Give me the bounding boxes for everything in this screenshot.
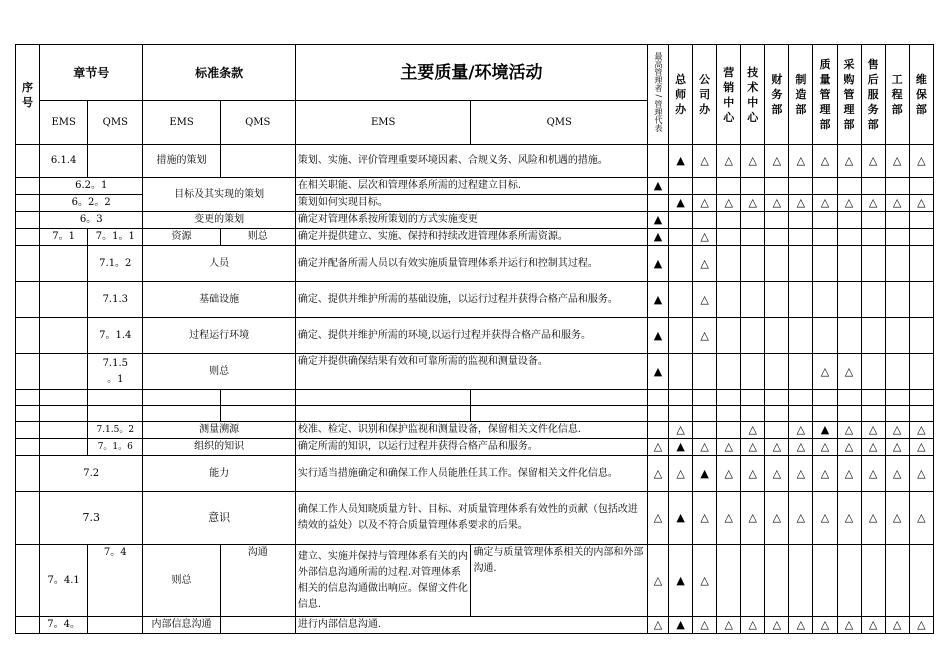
matrix-cell: △: [909, 456, 933, 492]
matrix-cell: [789, 354, 813, 390]
table-row: [16, 318, 934, 354]
matrix-cell: △: [789, 422, 813, 439]
ems-clause-no: 7。4.1: [40, 545, 88, 617]
matrix-cell: △: [669, 422, 693, 439]
activity-text: 策划如何实现目标。: [295, 195, 647, 212]
chapter-no: 6.2。1: [40, 178, 143, 195]
matrix-cell: [885, 212, 909, 229]
matrix-cell: [885, 246, 909, 282]
matrix-cell: △: [717, 439, 741, 456]
matrix-cell: △: [693, 545, 717, 617]
matrix-cell: [837, 178, 861, 195]
matrix-cell: [861, 229, 885, 246]
matrix-cell: △: [648, 617, 669, 634]
clause-name: 能力: [143, 456, 295, 492]
matrix-cell: [837, 212, 861, 229]
matrix-cell: [885, 178, 909, 195]
matrix-cell: △: [765, 195, 789, 212]
dept-header: 质 量 管 理 部: [813, 45, 837, 145]
chapter-no: 6。2。2: [40, 195, 143, 212]
matrix-cell: [693, 212, 717, 229]
matrix-cell: [741, 282, 765, 318]
clause-name: 意识: [143, 492, 295, 545]
matrix-cell: △: [741, 145, 765, 178]
matrix-cell: [669, 318, 693, 354]
dept-header: 售 后 服 务 部: [861, 45, 885, 145]
activity-text: 确定、提供并维护所需的环境,以运行过程并获得合格产品和服务。: [295, 318, 647, 354]
matrix-cell: [669, 354, 693, 390]
qms-clause-no: 7.1.5。2: [88, 422, 143, 439]
table-row: [16, 229, 934, 246]
ems-clause-name: 则总: [143, 545, 220, 617]
matrix-cell: △: [789, 617, 813, 634]
matrix-cell: △: [789, 492, 813, 545]
matrix-cell: ▲: [648, 282, 669, 318]
matrix-cell: △: [837, 195, 861, 212]
matrix-cell: ▲: [669, 545, 693, 617]
clause-ems-header: EMS: [143, 101, 220, 145]
matrix-cell: [813, 212, 837, 229]
matrix-cell: [741, 229, 765, 246]
chapter-no: 7.3: [40, 492, 143, 545]
matrix-cell: △: [861, 617, 885, 634]
matrix-cell: [648, 422, 669, 439]
table-row: [16, 456, 934, 492]
clause-name: 测量溯源: [143, 422, 295, 439]
table-row: [16, 178, 934, 195]
clause-name: 则总: [143, 354, 295, 390]
matrix-cell: [669, 229, 693, 246]
matrix-cell: [861, 318, 885, 354]
matrix-cell: [765, 212, 789, 229]
matrix-cell: [813, 246, 837, 282]
qms-activity-text: 确定与质量管理体系相关的内部和外部沟通.: [471, 545, 648, 617]
matrix-cell: [717, 246, 741, 282]
dept-header: 总 师 办: [669, 45, 693, 145]
clause-name: 基础设施: [143, 282, 295, 318]
seq-header: 序 号: [16, 45, 40, 145]
dept-header: 技 术 中 心: [741, 45, 765, 145]
matrix-cell: △: [837, 354, 861, 390]
activity-qms-header: QMS: [471, 101, 648, 145]
table-row: [16, 545, 934, 617]
matrix-cell: △: [837, 439, 861, 456]
matrix-cell: △: [789, 195, 813, 212]
ems-clause-no: 6.1.4: [40, 145, 88, 178]
activity-text: 策划、实施、评价管理重要环境因素、合规义务、风险和机遇的措施。: [295, 145, 647, 178]
table-row: [16, 246, 934, 282]
empty-row: [16, 390, 934, 406]
activity-text: 校准、检定、识别和保护监视和测量设备，保留相关文件化信息.: [295, 422, 647, 439]
matrix-cell: △: [693, 439, 717, 456]
matrix-cell: [837, 282, 861, 318]
matrix-cell: [789, 282, 813, 318]
matrix-cell: ▲: [669, 617, 693, 634]
matrix-cell: △: [909, 195, 933, 212]
matrix-cell: [885, 545, 909, 617]
responsibility-matrix-sheet: [15, 44, 934, 634]
matrix-cell: △: [648, 492, 669, 545]
matrix-cell: [717, 178, 741, 195]
matrix-cell: [909, 318, 933, 354]
matrix-cell: △: [861, 422, 885, 439]
matrix-cell: [861, 282, 885, 318]
table-row: [16, 145, 934, 178]
matrix-cell: [717, 229, 741, 246]
matrix-cell: [717, 318, 741, 354]
matrix-cell: ▲: [648, 212, 669, 229]
matrix-cell: [789, 545, 813, 617]
matrix-cell: [789, 212, 813, 229]
matrix-cell: [885, 282, 909, 318]
matrix-cell: [789, 229, 813, 246]
matrix-cell: [789, 246, 813, 282]
matrix-cell: [909, 282, 933, 318]
top-management-header: 最高管理者 / 管理代表: [648, 45, 669, 145]
matrix-cell: ▲: [648, 229, 669, 246]
clause-name: 目标及其实现的策划: [143, 178, 295, 212]
matrix-cell: △: [813, 439, 837, 456]
dept-header: 维 保 部: [909, 45, 933, 145]
activity-text: 实行适当措施确定和确保工作人员能胜任其工作。保留相关文件化信息。: [295, 456, 647, 492]
activity-text: 在相关职能、层次和管理体系所需的过程建立目标.: [295, 178, 647, 195]
matrix-cell: ▲: [648, 178, 669, 195]
matrix-cell: △: [717, 617, 741, 634]
matrix-cell: △: [648, 456, 669, 492]
activity-text: 确定并配备所需人员以有效实施质量管理体系并运行和控制其过程。: [295, 246, 647, 282]
matrix-cell: [861, 178, 885, 195]
matrix-cell: ▲: [669, 492, 693, 545]
matrix-cell: [813, 178, 837, 195]
matrix-cell: △: [789, 456, 813, 492]
matrix-cell: △: [861, 456, 885, 492]
matrix-cell: [813, 229, 837, 246]
clause-name: 组织的知识: [143, 439, 295, 456]
matrix-cell: △: [693, 617, 717, 634]
matrix-cell: △: [813, 354, 837, 390]
qms-clause-no: 7。1。1: [88, 229, 143, 246]
matrix-cell: [669, 178, 693, 195]
table-row: [16, 439, 934, 456]
matrix-cell: [717, 545, 741, 617]
chapter-no: 6。3: [40, 212, 143, 229]
qms-clause-no: 7.1。2: [88, 246, 143, 282]
ems-activity-text: 建立、实施并保持与管理体系有关的内外部信息沟通所需的过程.对管理体系相关的信息沟通做出响应。保留文件化信息.: [295, 545, 471, 617]
matrix-cell: [861, 354, 885, 390]
matrix-cell: ▲: [693, 456, 717, 492]
matrix-cell: [765, 422, 789, 439]
matrix-cell: △: [741, 617, 765, 634]
matrix-cell: [789, 178, 813, 195]
matrix-cell: [813, 545, 837, 617]
matrix-cell: [765, 229, 789, 246]
ems-clause-no: 7。4。: [40, 617, 88, 634]
activity-text: 确保工作人员知晓质量方针、目标、对质量管理体系有效性的贡献（包括改进绩效的益处）以及不符合质量管理体系要求的后果。: [295, 492, 647, 545]
matrix-cell: [813, 318, 837, 354]
matrix-cell: [741, 178, 765, 195]
matrix-cell: [885, 229, 909, 246]
table-row: [16, 617, 934, 634]
matrix-cell: [909, 178, 933, 195]
matrix-cell: △: [741, 492, 765, 545]
matrix-cell: [765, 246, 789, 282]
matrix-cell: △: [909, 145, 933, 178]
matrix-cell: △: [693, 318, 717, 354]
activity-text: 确定并提供建立、实施、保持和持续改进管理体系所需资源。: [295, 229, 647, 246]
clause-name: 过程运行环境: [143, 318, 295, 354]
table-row: [16, 422, 934, 439]
dept-header: 公 司 办: [693, 45, 717, 145]
matrix-cell: △: [837, 422, 861, 439]
matrix-cell: △: [909, 439, 933, 456]
dept-header: 财 务 部: [765, 45, 789, 145]
matrix-cell: ▲: [648, 318, 669, 354]
ems-clause-name: 内部信息沟通: [143, 617, 220, 634]
ems-clause-name: 措施的策划: [143, 145, 220, 178]
matrix-cell: △: [741, 195, 765, 212]
matrix-cell: △: [669, 456, 693, 492]
matrix-cell: [837, 318, 861, 354]
qms-clause-no: 7。1.4: [88, 318, 143, 354]
table-row: [16, 212, 934, 229]
matrix-cell: △: [717, 145, 741, 178]
matrix-cell: △: [861, 492, 885, 545]
matrix-cell: [837, 246, 861, 282]
matrix-cell: △: [909, 492, 933, 545]
qms-clause-name: 则总: [220, 229, 295, 246]
matrix-cell: [669, 212, 693, 229]
dept-header: 工 程 部: [885, 45, 909, 145]
matrix-cell: ▲: [669, 439, 693, 456]
matrix-cell: ▲: [669, 195, 693, 212]
matrix-cell: [717, 212, 741, 229]
matrix-cell: [648, 195, 669, 212]
chapter-qms-header: QMS: [88, 101, 143, 145]
matrix-cell: [765, 282, 789, 318]
activity-text: 确定、提供并维护所需的基础设施，以运行过程并获得合格产品和服务。: [295, 282, 647, 318]
matrix-cell: [741, 212, 765, 229]
matrix-cell: △: [885, 617, 909, 634]
matrix-cell: △: [765, 439, 789, 456]
ems-clause-name: 资源: [143, 229, 220, 246]
activity-text: 确定所需的知识，以运行过程并获得合格产品和服务。: [295, 439, 647, 456]
clause-name: 人员: [143, 246, 295, 282]
matrix-cell: △: [861, 439, 885, 456]
matrix-cell: △: [885, 195, 909, 212]
qms-clause-no: 7。1。6: [88, 439, 143, 456]
matrix-cell: △: [885, 145, 909, 178]
matrix-cell: [669, 282, 693, 318]
matrix-cell: [741, 545, 765, 617]
matrix-cell: [669, 246, 693, 282]
matrix-cell: [909, 246, 933, 282]
table-row: [16, 492, 934, 545]
matrix-cell: △: [693, 492, 717, 545]
matrix-cell: △: [789, 439, 813, 456]
matrix-cell: ▲: [813, 422, 837, 439]
matrix-cell: [741, 354, 765, 390]
matrix-cell: [909, 354, 933, 390]
qms-clause-no: 7.1.5 。1: [88, 354, 143, 390]
matrix-cell: [765, 178, 789, 195]
matrix-cell: [648, 145, 669, 178]
matrix-cell: △: [717, 456, 741, 492]
matrix-cell: △: [765, 456, 789, 492]
matrix-cell: △: [909, 422, 933, 439]
matrix-cell: △: [885, 492, 909, 545]
matrix-cell: [909, 545, 933, 617]
chapter-ems-header: EMS: [40, 101, 88, 145]
activity-header: 主要质量/环境活动: [295, 45, 647, 101]
matrix-cell: △: [741, 439, 765, 456]
matrix-cell: [765, 354, 789, 390]
matrix-cell: △: [837, 145, 861, 178]
matrix-cell: △: [909, 617, 933, 634]
matrix-cell: [909, 212, 933, 229]
matrix-cell: ▲: [648, 246, 669, 282]
activity-ems-header: EMS: [295, 101, 471, 145]
table-row: [16, 282, 934, 318]
matrix-cell: △: [693, 145, 717, 178]
matrix-cell: △: [885, 456, 909, 492]
matrix-cell: [885, 318, 909, 354]
matrix-cell: [693, 422, 717, 439]
clause-header: 标准条款: [143, 45, 295, 101]
activity-text: 进行内部信息沟通.: [295, 617, 647, 634]
chapter-no: 7.2: [40, 456, 143, 492]
matrix-cell: △: [741, 456, 765, 492]
matrix-cell: △: [837, 617, 861, 634]
dept-header: 制 造 部: [789, 45, 813, 145]
matrix-cell: △: [861, 145, 885, 178]
header-row-1: [16, 45, 934, 101]
matrix-cell: △: [693, 282, 717, 318]
matrix-cell: [765, 545, 789, 617]
matrix-cell: ▲: [648, 354, 669, 390]
matrix-cell: △: [813, 195, 837, 212]
table-row: [16, 354, 934, 390]
matrix-cell: △: [789, 145, 813, 178]
matrix-cell: △: [741, 422, 765, 439]
matrix-cell: ▲: [669, 145, 693, 178]
matrix-cell: △: [861, 195, 885, 212]
matrix-cell: △: [648, 439, 669, 456]
matrix-cell: [693, 178, 717, 195]
matrix-cell: △: [813, 456, 837, 492]
matrix-cell: [717, 422, 741, 439]
matrix-cell: [741, 318, 765, 354]
matrix-cell: [789, 318, 813, 354]
matrix-cell: [837, 229, 861, 246]
matrix-cell: [813, 282, 837, 318]
matrix-cell: △: [693, 229, 717, 246]
clause-name: 变更的策划: [143, 212, 295, 229]
matrix-cell: △: [837, 456, 861, 492]
matrix-cell: [909, 229, 933, 246]
matrix-cell: [861, 246, 885, 282]
matrix-cell: △: [813, 145, 837, 178]
matrix-cell: △: [885, 439, 909, 456]
dept-header: 营 销 中 心: [717, 45, 741, 145]
matrix-cell: △: [765, 145, 789, 178]
matrix-cell: △: [693, 195, 717, 212]
matrix-cell: △: [813, 617, 837, 634]
matrix-cell: △: [648, 545, 669, 617]
matrix-cell: [765, 318, 789, 354]
matrix-cell: △: [717, 492, 741, 545]
matrix-cell: △: [813, 492, 837, 545]
activity-text: 确定对管理体系按所策划的方式实施变更: [295, 212, 647, 229]
matrix-cell: [861, 212, 885, 229]
activity-text: 确定并提供确保结果有效和可靠所需的监视和测量设备。: [295, 354, 647, 390]
matrix-cell: △: [837, 492, 861, 545]
matrix-cell: △: [885, 422, 909, 439]
empty-row: [16, 406, 934, 422]
matrix-cell: [693, 354, 717, 390]
matrix-cell: [885, 354, 909, 390]
matrix-cell: △: [693, 246, 717, 282]
matrix-cell: △: [765, 492, 789, 545]
qms-clause-name: 沟通: [220, 545, 295, 617]
responsibility-matrix-table: [15, 44, 934, 634]
matrix-cell: [741, 246, 765, 282]
dept-header: 采 购 管 理 部: [837, 45, 861, 145]
matrix-cell: [861, 545, 885, 617]
matrix-cell: [837, 545, 861, 617]
matrix-cell: [717, 354, 741, 390]
matrix-cell: [717, 282, 741, 318]
chapter-header: 章节号: [40, 45, 143, 101]
matrix-cell: △: [765, 617, 789, 634]
clause-qms-header: QMS: [220, 101, 295, 145]
qms-clause-no: 7.1.3: [88, 282, 143, 318]
ems-clause-no: 7。1: [40, 229, 88, 246]
matrix-cell: △: [717, 195, 741, 212]
qms-clause-no: 7。4: [88, 545, 143, 617]
